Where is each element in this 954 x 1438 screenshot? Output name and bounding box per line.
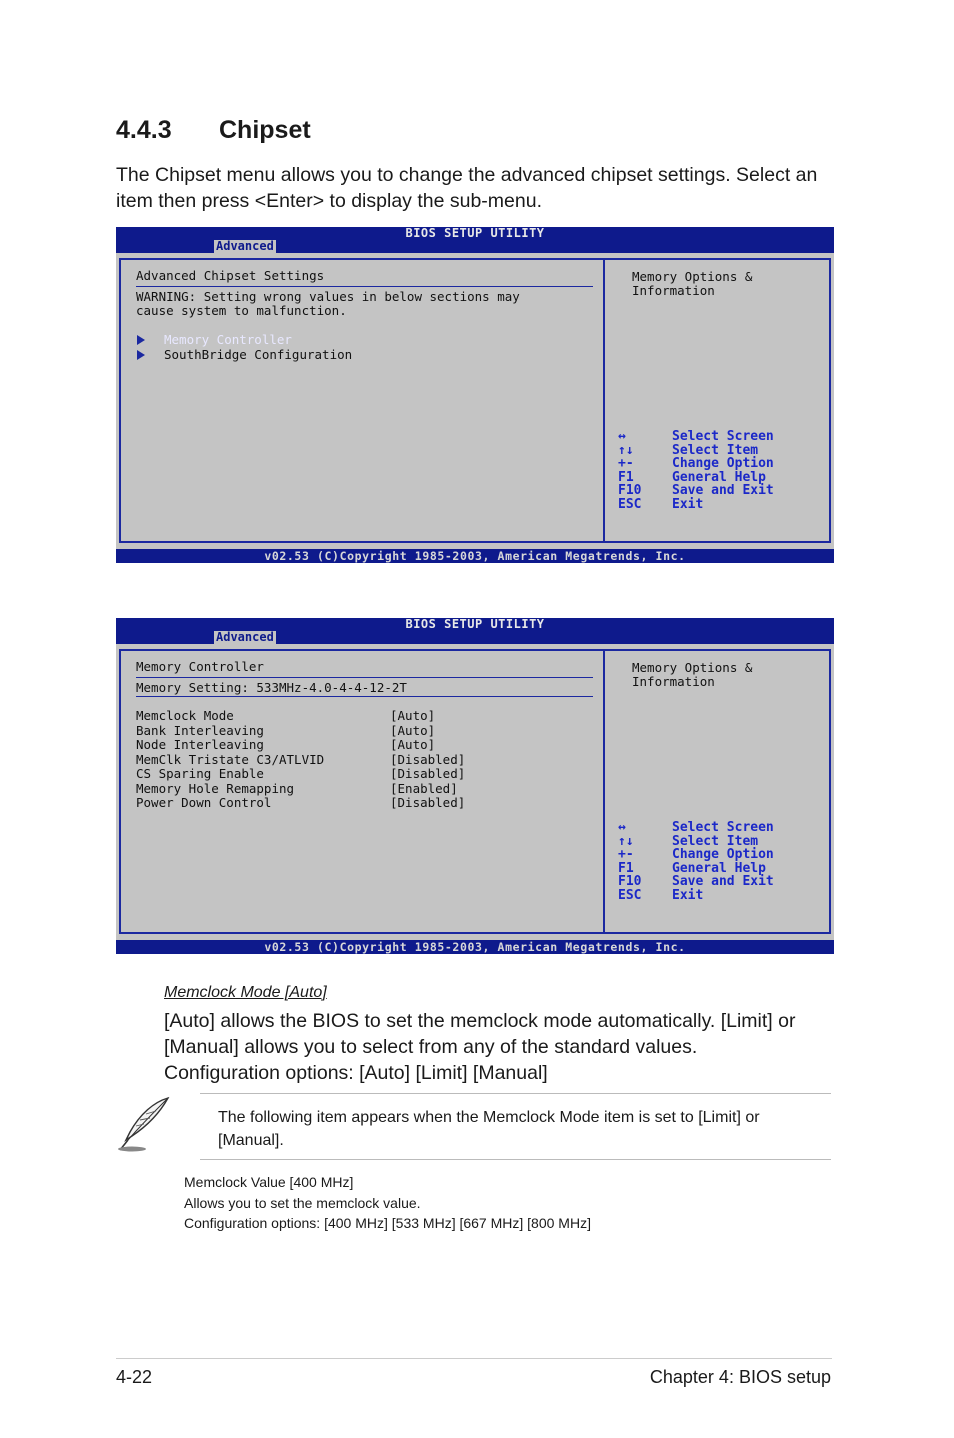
up-down-arrow-icon: ↑↓ xyxy=(618,833,634,849)
memclock-value-desc: Allows you to set the memclock value. xyxy=(184,1194,421,1211)
key-legend xyxy=(618,430,774,511)
setting-value: [Enabled] xyxy=(390,780,458,796)
bios-copyright-bar: v02.53 (C)Copyright 1985-2003, American Megatrends, Inc. xyxy=(116,549,834,563)
key-action: Exit xyxy=(672,496,704,512)
key-label: +- xyxy=(618,847,634,862)
separator xyxy=(136,696,593,697)
setting-label: Power Down Control xyxy=(136,795,272,810)
bios-screen-memory-controller xyxy=(116,618,834,954)
help-line-2: Information xyxy=(632,674,715,689)
key-action: Save and Exit xyxy=(672,483,774,498)
submenu-label: SouthBridge Configuration xyxy=(164,347,353,362)
key-action: Exit xyxy=(672,887,704,903)
section-number: 4.4.3 xyxy=(116,116,172,144)
key-row xyxy=(618,498,774,512)
quill-pen-icon xyxy=(114,1094,174,1154)
setting-bank-interleaving[interactable] xyxy=(136,724,465,739)
key-action: General Help xyxy=(672,860,766,876)
key-row xyxy=(618,835,774,849)
section-title: Chipset xyxy=(219,116,311,144)
triangle-right-icon xyxy=(137,350,145,360)
setting-label: Bank Interleaving xyxy=(136,722,264,738)
key-action: Select Item xyxy=(672,833,759,849)
chapter-title: Chapter 4: BIOS setup xyxy=(649,1367,831,1387)
key-action: Save and Exit xyxy=(672,874,774,889)
help-line-1: Memory Options & xyxy=(632,660,753,675)
key-action: Select Screen xyxy=(672,820,774,835)
setting-value: [Auto] xyxy=(390,708,436,723)
tab-advanced[interactable]: Advanced xyxy=(216,239,274,253)
submenu-southbridge-configuration[interactable] xyxy=(137,348,352,363)
bios-help-pane xyxy=(603,258,831,543)
setting-label: Memory Hole Remapping xyxy=(136,780,295,796)
bios-help-pane xyxy=(603,649,831,934)
setting-node-interleaving[interactable] xyxy=(136,738,465,753)
memory-setting-readout: Memory Setting: 533MHz-4.0-4-4-12-2T xyxy=(136,680,407,695)
key-label: F10 xyxy=(618,483,642,498)
tab-advanced[interactable]: Advanced xyxy=(216,630,274,644)
help-line-2: Information xyxy=(632,283,715,298)
setting-cs-sparing-enable[interactable] xyxy=(136,767,465,782)
key-row xyxy=(618,430,774,444)
key-action: Select Item xyxy=(672,442,759,458)
key-row xyxy=(618,862,774,876)
left-right-arrow-icon: ↔ xyxy=(618,429,626,444)
left-right-arrow-icon: ↔ xyxy=(618,820,626,835)
setting-label: Memclock Mode xyxy=(136,708,234,723)
key-label: F1 xyxy=(618,860,634,876)
pane-heading: Memory Controller xyxy=(136,659,264,674)
setting-value: [Disabled] xyxy=(390,795,466,810)
submenu-label: Memory Controller xyxy=(164,332,292,347)
key-action: Select Screen xyxy=(672,429,774,444)
footer-divider xyxy=(116,1358,832,1359)
description-line: [Manual] allows you to select from any of the standard values. xyxy=(164,1036,698,1058)
key-row xyxy=(618,444,774,458)
setting-value: [Auto] xyxy=(390,737,436,752)
bios-screen-chipset xyxy=(116,227,834,563)
setting-memory-hole-remapping[interactable] xyxy=(136,782,465,797)
description-line: [Auto] allows the BIOS to set the memclock mode automatically. [Limit] or xyxy=(164,1010,796,1032)
settings-list xyxy=(136,709,465,811)
note-divider-bottom xyxy=(200,1159,831,1160)
memclock-mode-description xyxy=(164,1008,844,1086)
help-line-1: Memory Options & xyxy=(632,269,753,284)
setting-value: [Disabled] xyxy=(390,766,466,781)
key-label: ESC xyxy=(618,496,642,512)
key-row xyxy=(618,484,774,498)
memclock-value-options: Configuration options: [400 MHz] [533 MHz] [667 MHz] [800 MHz] xyxy=(184,1215,591,1231)
description-line: Configuration options: [Auto] [Limit] [Manual] xyxy=(164,1062,548,1084)
memclock-mode-subheading: Memclock Mode [Auto] xyxy=(164,984,327,1001)
key-row xyxy=(618,471,774,485)
up-down-arrow-icon: ↑↓ xyxy=(618,442,634,458)
bios-copyright-bar: v02.53 (C)Copyright 1985-2003, American Megatrends, Inc. xyxy=(116,940,834,954)
key-row xyxy=(618,821,774,835)
key-row xyxy=(618,875,774,889)
separator xyxy=(136,677,593,678)
bios-left-pane xyxy=(119,649,605,934)
memclock-value-title: Memclock Value [400 MHz] xyxy=(184,1174,354,1190)
warning-line-1: WARNING: Setting wrong values in below sections may xyxy=(136,289,520,304)
separator xyxy=(136,286,593,287)
setting-label: CS Sparing Enable xyxy=(136,766,264,781)
setting-label: MemClk Tristate C3/ATLVID xyxy=(136,751,325,767)
setting-power-down-control[interactable] xyxy=(136,796,465,811)
key-label: F10 xyxy=(618,874,642,889)
setting-value: [Auto] xyxy=(390,722,436,738)
key-action: Change Option xyxy=(672,847,774,862)
setting-label: Node Interleaving xyxy=(136,737,264,752)
intro-paragraph: The Chipset menu allows you to change the advanced chipset settings. Select an item then press <Enter> to display the sub-menu. xyxy=(116,164,818,212)
bios-title: BIOS SETUP UTILITY xyxy=(405,226,545,240)
key-action: General Help xyxy=(672,469,766,485)
page-number: 4-22 xyxy=(116,1367,153,1387)
key-row xyxy=(618,889,774,903)
note-text: The following item appears when the Memclock Mode item is set to [Limit] or [Manual]. xyxy=(218,1109,760,1149)
section-heading xyxy=(116,116,311,145)
pane-heading: Advanced Chipset Settings xyxy=(136,268,325,283)
memclock-value-block xyxy=(184,1172,591,1234)
key-label: +- xyxy=(618,456,634,471)
submenu-memory-controller[interactable] xyxy=(137,333,292,348)
triangle-right-icon xyxy=(137,335,145,345)
key-action: Change Option xyxy=(672,456,774,471)
setting-memclock-mode[interactable] xyxy=(136,709,465,724)
key-label: F1 xyxy=(618,469,634,485)
bios-title: BIOS SETUP UTILITY xyxy=(405,617,545,631)
key-legend xyxy=(618,821,774,902)
note-divider-top xyxy=(200,1093,831,1094)
warning-line-2: cause system to malfunction. xyxy=(136,303,347,318)
key-row xyxy=(618,848,774,862)
setting-memclk-tristate[interactable] xyxy=(136,753,465,768)
key-row xyxy=(618,457,774,471)
setting-value: [Disabled] xyxy=(390,751,466,767)
key-label: ESC xyxy=(618,887,642,903)
bios-left-pane xyxy=(119,258,605,543)
